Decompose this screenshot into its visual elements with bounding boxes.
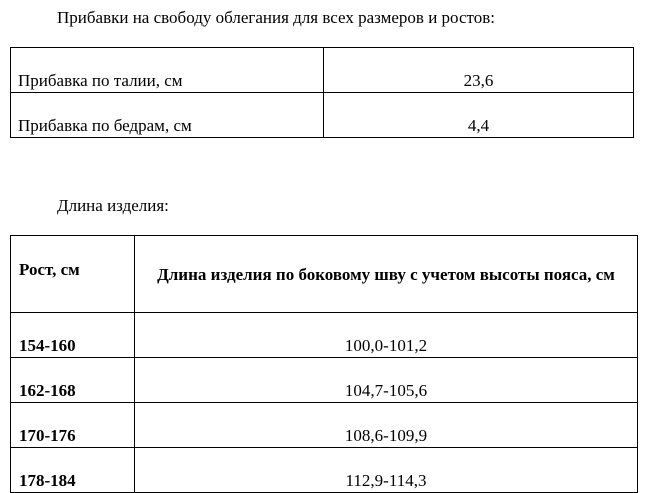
table-row	[11, 313, 638, 358]
allowance-table	[10, 47, 634, 138]
length-heading: Длина изделия:	[57, 196, 169, 215]
height-cell: 170-176	[11, 403, 135, 448]
length-cell: 108,6-109,9	[135, 403, 638, 448]
allowance-value: 4,4	[324, 93, 634, 138]
height-cell: 162-168	[11, 358, 135, 403]
height-cell: 178-184	[11, 448, 135, 493]
length-cell: 112,9-114,3	[135, 448, 638, 493]
column-header-length: Длина изделия по боковому шву с учетом высоты пояса, см	[135, 236, 638, 313]
length-cell: 100,0-101,2	[135, 313, 638, 358]
column-header-height: Рост, см	[11, 236, 135, 313]
height-cell: 154-160	[11, 313, 135, 358]
table-row	[11, 93, 634, 138]
allowance-heading: Прибавки на свободу облегания для всех размеров и ростов:	[57, 8, 495, 27]
table-row	[11, 358, 638, 403]
allowance-label: Прибавка по бедрам, см	[11, 93, 324, 138]
allowance-value: 23,6	[324, 48, 634, 93]
length-cell: 104,7-105,6	[135, 358, 638, 403]
table-row	[11, 403, 638, 448]
length-table	[10, 235, 638, 493]
table-row	[11, 48, 634, 93]
allowance-label: Прибавка по талии, см	[11, 48, 324, 93]
table-header-row	[11, 236, 638, 313]
